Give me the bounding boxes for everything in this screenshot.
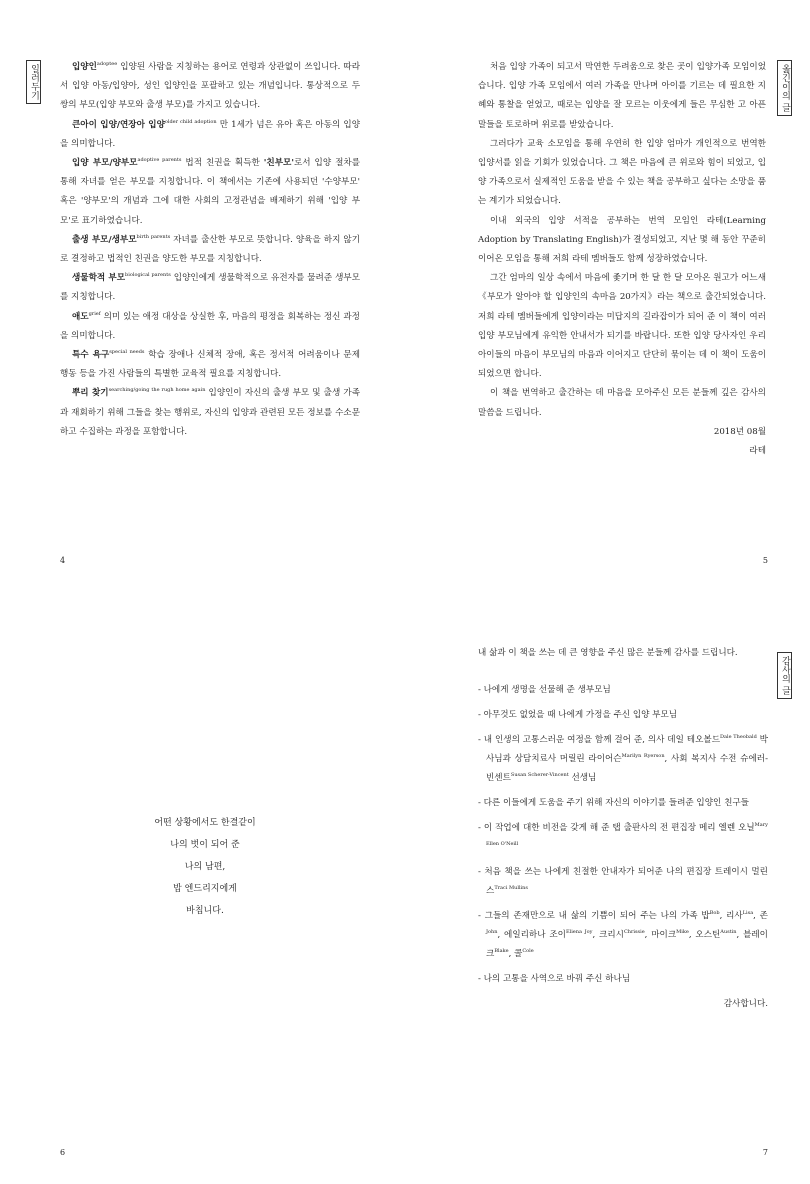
- dedication-line: 바칩니다.: [186, 906, 224, 916]
- glossary-term: 입양 부모/양부모: [72, 158, 138, 169]
- thanks-text: - 나에게 생명을 선물해 준 생부모님: [478, 685, 611, 695]
- dedication-line: 밥 엔드리지에게: [173, 884, 237, 894]
- name-english: Traci Mullins: [494, 885, 528, 892]
- thanks-text: - 나의 고통을 사역으로 바꿔 주신 하나님: [478, 974, 631, 984]
- glossary-term: 생물학적 부모: [72, 273, 126, 284]
- name-english: Marilyn Ryerson: [621, 753, 665, 760]
- thanks-text: - 그들의 존재만으로 내 삶의 기쁨이 되어 주는 나의 가족 밥: [478, 911, 710, 921]
- name-english: John: [486, 929, 498, 936]
- thanks-item: [478, 970, 768, 989]
- term-english: grief: [88, 310, 101, 317]
- thanks-text: , 사회 복지사 수전 슈에러-빈센트: [486, 754, 768, 783]
- paragraph: 그간 엄마의 일상 속에서 마음에 좇기며 한 달 한 달 모아온 원고가 어느새 《부모가 알아야 할 입양인의 속마음 20가지》라는 책으로 출간되었습니다. 저희 라테 멤버들에게 입양이라는 미답지의 길라잡이가 되어 준 이 책이 여러 입양 부모님에게 유익한 안내서가 되기를 바랍니다. 또한 입양 당사자인 우리 아이들의 마음이 부모님의 마음과 이어지고 단단히 묶이는 데 이 책이 도움이 되었으면 합니다.: [478, 273, 766, 380]
- acknowledgements-intro: 내 삶과 이 책을 쓰는 데 큰 영향을 주신 많은 분들께 감사를 드립니다.: [478, 648, 738, 658]
- name-english: Lisa: [742, 910, 754, 917]
- section-tab: 일러두기: [26, 60, 41, 104]
- glossary-term: 특수 욕구: [72, 350, 110, 361]
- section-tab: 옮긴이의 글: [777, 60, 792, 116]
- page-number: 5: [762, 556, 768, 565]
- name-english: Bob: [709, 910, 720, 917]
- glossary-entry: [60, 231, 360, 269]
- name-english: Mike: [676, 929, 689, 936]
- glossary-column: [60, 58, 360, 442]
- glossary-entry: [60, 384, 360, 442]
- thanks-text: , 에일리하나 조이: [497, 930, 566, 940]
- name-english: Blake: [494, 948, 509, 955]
- thanks-item: [478, 706, 768, 725]
- term-english: adoptee: [96, 61, 118, 68]
- thanks-item: [478, 681, 768, 700]
- glossary-entry: [60, 308, 360, 346]
- name-english: Austin: [720, 929, 737, 936]
- translator-note-column: [478, 58, 766, 461]
- glossary-definition: 입양인이 자신의 출생 부모 및 출생 가족과 재회하기 위해 그들을 찾는 행위로, 자신의 입양과 관련된 모든 정보를 수소문하고 수집하는 과정을 포함합니다.: [60, 388, 360, 437]
- glossary-definition: 학습 장애나 신체적 장애, 혹은 정서적 어려움이나 문제 행동 등을 가진 사람들의 특별한 교육적 필요를 지칭합니다.: [60, 350, 360, 380]
- thanks-item: [478, 731, 768, 788]
- glossary-definition: 법적 친권을 획득한: [181, 158, 264, 169]
- glossary-definition: 입양된 사람을 지칭하는 용어로 연령과 상관없이 쓰입니다. 따라서 입양 아동/입양아, 성인 입양인을 포괄하고 있는 개념입니다. 통상적으로 두 쌍의 부모(입양 부모와 출생 부모)를 가지고 있습니다.: [60, 62, 360, 111]
- paragraph: 이내 외국의 입양 서적을 공부하는 번역 모임인 라테(Learning Adoption by Translating English)가 결성되었고, 지난 몇 해 동안 꾸준히 이어온 모임을 통해 저희 라테 멤버들도 함께 성장하였습니다.: [478, 215, 766, 265]
- glossary-entry: [60, 58, 360, 116]
- glossary-definition: 자녀를 출산한 부모로 뜻합니다. 양육을 하지 않기로 결정하고 법적인 친권을 양도한 부모를 지칭합니다.: [60, 234, 360, 265]
- paragraph: 이 책을 번역하고 출간하는 데 마음을 모아주신 모든 분들께 깊은 감사의 말씀을 드립니다.: [478, 388, 766, 418]
- page-number: 6: [60, 1148, 66, 1157]
- thanks-text: - 아무것도 없었을 때 나에게 가정을 주신 입양 부모님: [478, 710, 678, 720]
- term-english: biological parents: [125, 272, 171, 279]
- page-number: 7: [762, 1148, 768, 1157]
- name-english: Susan Scherer-Vincent: [510, 772, 569, 779]
- page-6: [0, 592, 405, 1184]
- thanks-text: 선생님: [568, 773, 597, 783]
- page-number: 4: [60, 556, 66, 565]
- section-tab: 감사의 글: [777, 652, 792, 699]
- glossary-entry: [60, 154, 360, 231]
- thanks-text: , 마이크: [644, 930, 677, 940]
- glossary-definition: 로서 입양 절차를 통해 자녀를 얻은 부모를 지칭합니다. 이 책에서는 기존에 사용되던 '수양부모' 혹은 '양부모'의 개념과 그에 대한 사회의 고정관념을 배제하기 위해 '입양 부모'로 표기하였습니다.: [60, 158, 361, 226]
- page-4: [0, 0, 405, 592]
- name-english: Dale Theobald: [720, 734, 757, 741]
- term-english: searching/going the rugh home again: [108, 387, 206, 394]
- page-5: [405, 0, 810, 592]
- signature: 라테: [749, 446, 766, 457]
- name-english: Mary Ellen O'Neill: [486, 822, 768, 848]
- closing: 감사합니다.: [723, 999, 768, 1009]
- term-english: older child adoption: [164, 118, 217, 125]
- thanks-text: , 블레이크: [486, 930, 768, 959]
- glossary-term: 입양인: [72, 62, 97, 72]
- glossary-definition: 만 1세가 넘은 유아 혹은 아동의 입양을 의미합니다.: [60, 119, 360, 149]
- glossary-definition: 입양인에게 생물학적으로 유전자를 물려준 생부모를 지칭합니다.: [60, 273, 360, 303]
- thanks-text: , 리사: [719, 911, 743, 921]
- thanks-text: , 콜: [508, 949, 523, 959]
- dedication-line: 나의 남편,: [184, 862, 226, 872]
- thanks-text: , 크리시: [592, 930, 624, 940]
- thanks-text: , 오스틴: [688, 930, 721, 940]
- thanks-text: - 내 인생의 고통스러운 여정을 함께 걸어 준, 의사 데일 테오볼드: [478, 735, 720, 745]
- thanks-list: [478, 681, 768, 989]
- name-english: Chrissie: [623, 929, 645, 936]
- glossary-term: 출생 부모/생부모: [72, 234, 137, 245]
- thanks-text: - 이 작업에 대한 비전을 갖게 해 준 탭 출판사의 전 편집장 메리 엘렌 오닐: [478, 823, 755, 833]
- glossary-entry: [60, 116, 360, 154]
- glossary-entry: [60, 346, 360, 384]
- glossary-term: 뿌리 찾기: [72, 388, 109, 399]
- glossary-emphasis: '친부모': [263, 158, 294, 169]
- thanks-item: [478, 819, 768, 857]
- name-english: Cole: [522, 948, 534, 955]
- glossary-entry: [60, 269, 360, 307]
- term-english: adoptive parents: [137, 157, 182, 164]
- thanks-text: , 존: [753, 911, 768, 921]
- thanks-item: [478, 907, 768, 964]
- thanks-item: [478, 794, 768, 813]
- dedication-line: 어떤 상황에서도 한결같이: [154, 818, 256, 828]
- page-7: [405, 592, 810, 1184]
- date: 2018년 08월: [713, 426, 766, 437]
- thanks-text: 박사님과 상담치료사 머릴린 라이어슨: [486, 735, 768, 764]
- term-english: special needs: [109, 349, 145, 356]
- paragraph: 처음 입양 가족이 되고서 막연한 두려움으로 찾은 곳이 입양가족 모임이었습니다. 입양 가족 모임에서 여러 가족을 만나며 아이를 기르는 데 필요한 지혜와 통찰을 얻었고, 때로는 입양을 잘 모르는 이웃에게 들은 무심한 고 아픈 말들을 토로하며 위로를 받았습니다.: [478, 62, 766, 130]
- dedication: [130, 812, 280, 922]
- acknowledgements-column: [478, 644, 768, 1014]
- dedication-line: 나의 벗이 되어 준: [170, 840, 240, 850]
- term-english: birth parents: [136, 233, 171, 240]
- name-english: Eliena Joy: [565, 929, 593, 936]
- glossary-term: 큰아이 입양/연장아 입양: [72, 119, 165, 130]
- glossary-definition: 의미 있는 애정 대상을 상실한 후, 마음의 평정을 회복하는 정신 과정을 의미합니다.: [60, 311, 360, 341]
- glossary-term: 애도: [72, 311, 89, 322]
- thanks-item: [478, 863, 768, 901]
- thanks-text: - 처음 책을 쓰는 나에게 친절한 안내자가 되어준 나의 편집장 트레이시 멀린스: [478, 867, 768, 896]
- thanks-text: - 다른 이들에게 도움을 주기 위해 자신의 이야기를 들려준 입양인 친구들: [478, 798, 749, 808]
- paragraph: 그러다가 교육 소모임을 통해 우연히 한 입양 엄마가 개인적으로 번역한 입양서를 읽을 기회가 있었습니다. 그 책은 마음에 큰 위로와 힘이 되었고, 입양 가족으로서 실제적인 도움을 받을 수 있는 책을 공부하고 싶다는 소망을 품는 계기가 되었습니다.: [478, 138, 766, 207]
